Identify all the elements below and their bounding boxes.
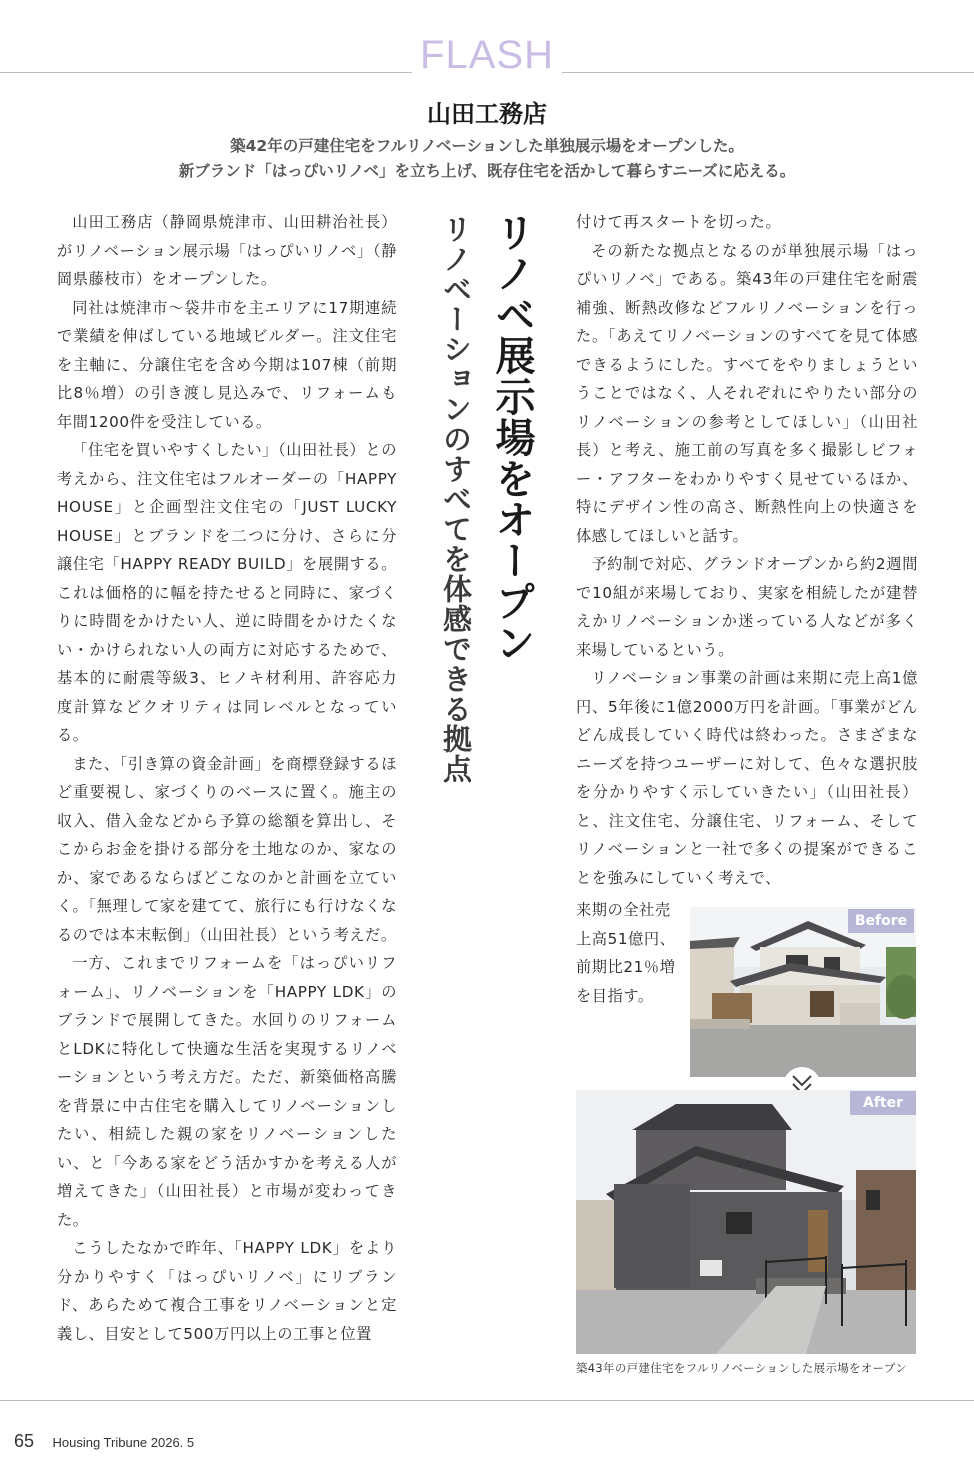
after-label: After [850,1091,916,1115]
after-photo [576,1090,916,1354]
body-column-1 [57,208,397,1348]
page-footer [14,1431,194,1452]
section-label: FLASH [412,34,562,76]
sub-headline: リノベーションのすべてを体感できる拠点 [439,214,473,784]
paragraph: 予約制で対応、グランドオープンから約2週間で10組が来場しており、実家を相続したが建替えかリノベーションか迷っている人などが多く来場しているという。 [576,555,918,659]
company-name: 山田工務店 [427,100,547,128]
paragraph: 「住宅を買いやすくしたい」（山田社長）との考えから、注文住宅はフルオーダーの「HAPPY HOUSE」と企画型注文住宅の「JUST LUCKY HOUSE」とブランドを二つに分け、さらに分譲住宅「HAPPY READY BUILD」を展開する。これは価格的に幅を持たせると同時に、家づくりに時間をかけたい人、逆に時間をかけたくない・かけられない人の両方に対応するためで、基本的に耐震等級3、ヒノキ材利用、許容応力度計算などクオリティは同レベルとなっている。 [57,441,397,744]
before-label: Before [848,909,914,933]
paragraph: 付けて再スタートを切った。 [576,213,782,231]
paragraph: また、「引き算の資金計画」を商標登録するほど重要視し、家づくりのベースに置く。施主の収入、借入金などから予算の総額を算出し、そこからお金を掛ける部分を土地なのか、家なのか、家であるならばどこなのかと計画を立ていく。「無理して家を建てて、旅行にも行けなくなるのでは本末転倒」（山田社長）という考えだ。 [57,754,397,944]
paragraph: 同社は焼津市〜袋井市を主エリアに17期連続で業績を伸ばしている地域ビルダー。注文住宅を主軸に、分譲住宅を含め今期は107棟（前期比8％増）の引き渡し見込みで、リフォームも年間1200件を受注している。 [57,298,397,431]
lead-text [0,134,974,184]
main-headline: リノベ展示場をオープン [489,212,536,663]
house-after-image [576,1090,916,1354]
paragraph: こうしたなかで昨年、「HAPPY LDK」をより分かりやすく「はっぴいリノベ」にリブランド、あらためて複合工事をリノベーションと定義し、目安として500万円以上の工事と位置 [57,1239,397,1343]
page-number: 65 [14,1431,35,1451]
paragraph: その新たな拠点となるのが単独展示場「はっぴいリノベ」である。築43年の戸建住宅を耐震補強、断熱改修などフルリノベーションを行った。「あえてリノベーションのすべてを見て体感できるようにした。すべてをやりましょうということではなく、人それぞれにやりたい部分のリノベーションの参考としてほしい」（山田社長）と考え、施工前の写真を多く撮影しビフォー・アフターをわかりやすく見せているほか、特にデザイン性の高さ、断熱性向上の快適さを体感してほしいと話す。 [576,241,918,545]
footer-rule [0,1400,974,1401]
paragraph: 一方、これまでリフォームを「はっぴいリフォーム」、リノベーションを「HAPPY LDK」のブランドで展開してきた。水回りのリフォームとLDKに特化して快適な生活を実現するリノベーションという考え方だ。ただ、新築価格高騰を背景に中古住宅を購入してリノベーションしたい、相続した親の家をリノベーションしたい、と「今ある家をどう活かすかを考える人が増えてきた」（山田社長）と市場が変わってきた。 [57,954,397,1229]
lead-line-1: 築42年の戸建住宅をフルリノベーションした単独展示場をオープンした。 [230,137,744,155]
magazine-issue: Housing Tribune 2026. 5 [52,1435,195,1450]
photo-caption: 築43年の戸建住宅をフルリノベーションした展示場をオープン [576,1361,907,1375]
lead-line-2: 新ブランド「はっぴいリノベ」を立ち上げ、既存住宅を活かして暮らすニーズに応える。 [178,162,796,180]
paragraph: 山田工務店（静岡県焼津市、山田耕治社長）がリノベーション展示場「はっぴいリノベ」（静岡県藤枝市）をオープンした。 [57,213,397,288]
paragraph: リノベーション事業の計画は来期に売上高1億円、5年後に1億2000万円を計画。「事業がどんどん成長していく時代は終わった。さまざまなニーズを持つユーザーに対して、色々な選択肢を分かりやすく示していきたい」（山田社長）と、注文住宅、分譲住宅、リフォーム、そしてリノベーションと一社で多くの提案ができることを強みにしていく考えで、 [576,669,918,887]
paragraph-wrap: 来期の全社売上高51億円、前期比21％増を目指す。 [576,901,676,1005]
body-column-3 [576,208,918,892]
